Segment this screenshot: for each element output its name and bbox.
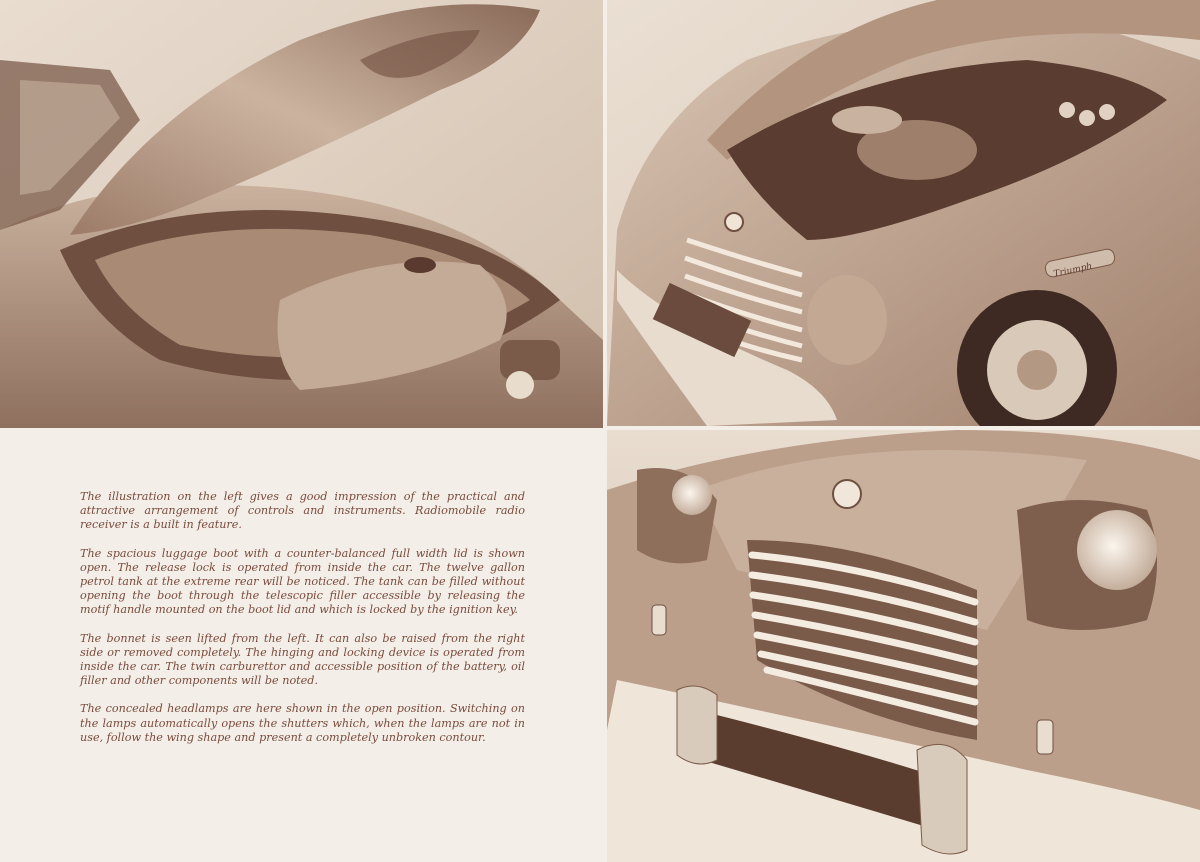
front-photo — [607, 430, 1200, 862]
engine-photo — [607, 0, 1200, 426]
paragraph-luggage-boot: The spacious luggage boot with a counter-balanced full width lid is shown open. The release lock is operated from inside the car. The twelve gallon petrol tank at the extreme rear will be noticed. The tank can be filled without opening the boot through the telescopic filler accessible by releasing the motif handle mounted on the boot lid and which is locked by the ignition key. — [80, 546, 525, 617]
description-text — [80, 490, 525, 759]
paragraph-controls: The illustration on the left gives a good impression of the practical and attractive arrangement of controls and instruments. Radiomobile radio receiver is a built in feature. — [80, 490, 525, 532]
boot-photo — [0, 0, 603, 428]
paragraph-bonnet: The bonnet is seen lifted from the left. It can also be raised from the right side or removed completely. The hinging and locking device is operated from inside the car. The twin carburettor and accessible position of the battery, oil filler and other components will be noted. — [80, 631, 525, 688]
paragraph-headlamps: The concealed headlamps are here shown in the open position. Switching on the lamps automatically opens the shutters which, when the lamps are not in use, follow the wing shape and present a completely unbroken contour. — [80, 702, 525, 744]
triumph-badge-text: Triumph — [1052, 261, 1094, 280]
